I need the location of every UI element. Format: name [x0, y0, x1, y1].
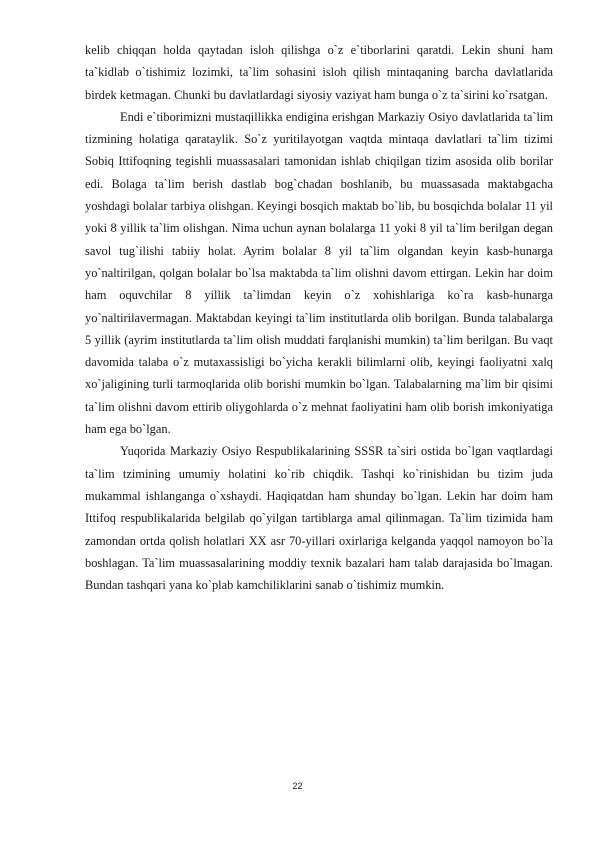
paragraph-2: Endi e`tiborimizni mustaqillikka endigina erishgan Markaziy Osiyo davlatlarida ta`lim tizmining holatiga qarataylik. So`z yuritilayotgan vaqtda mintaqa davlatlari ta`lim tizimi Sobiq Ittifoqning tegishli muassasalari tamonidan ishlab chiqilgan tizim asosida olib borilar edi. Bolaga ta`lim berish dastlab bog`chadan boshlanib, bu muassasada maktabgacha yoshdagi bolalar tarbiya olishgan. Keyingi bosqich maktab bo`lib, bu bosqichda bolalar 11 yil yoki 8 yillik ta`lim olishgan. Nima uchun aynan bolalarga 11 yoki 8 yil ta`lim berilgan degan savol tug`ilishi tabiiy holat. Ayrim bolalar 8 yil ta`lim olgandan keyin kasb-hunarga yo`naltirilgan, qolgan bolalar bo`lsa maktabda ta`lim olishni davom ettirgan. Lekin har doim ham oquvchilar 8 yillik ta`limdan keyin o`z xohishlariga ko`ra kasb-hunarga yo`naltirilavermagan. Maktabdan keyingi ta`lim institutlarda olib borilgan. Bunda talabalarga 5 yillik (ayrim institutlarda ta`lim olish muddati farqlanishi mumkin) ta`lim berilgan. Bu vaqt davomida talaba o`z mutaxassisligi bo`yicha kerakli bilimlarni olib, keyingi faoliyatni xalq xo`jaligining turli tarmoqlarida olib borishi mumkin bo`lgan. Talabalarning ma`lim bir qisimi ta`lim olishni davom ettirib oliygohlarda o`z mehnat faoliyatini ham olib borish imkoniyatiga ham ega bo`lgan. — [85, 109, 553, 437]
page-number: 22 — [292, 781, 303, 791]
paragraph-3: Yuqorida Markaziy Osiyo Respublikalarining SSSR ta`siri ostida bo`lgan vaqtlardagi ta`lim tzimining umumiy holatini ko`rib chiqdik. Tashqi ko`rinishidan bu tizim juda mukammal ishlanganga o`xshaydi. Haqiqatdan ham shunday bo`lgan. Lekin har doim ham Ittifoq respublikalarida belgilab qo`yilgan tartiblarga amal qilinmagan. Ta`lim tizimida ham zamondan ortda qolish holatlari XX asr 70-yillari oxirlariga kelganda yaqqol namoyon bo`la boshlagan. Ta`lim muassasalarining moddiy texnik bazalari ham talab darajasida bo`lmagan. Bundan tashqari yana ko`plab kamchiliklarini sanab o`tishimiz mumkin. — [85, 444, 553, 593]
document-body — [85, 39, 553, 596]
paragraph-1: kelib chiqqan holda qaytadan isloh qilishga o`z e`tiborlarini qaratdi. Lekin shuni ham ta`kidlab o`tishimiz lozimki, ta`lim sohasini isloh qilish mintaqaning barcha davlatlarida birdek ketmagan. Chunki bu davlatlardagi siyosiy vaziyat ham bunga o`z ta`sirini ko`rsatgan. — [85, 43, 553, 102]
